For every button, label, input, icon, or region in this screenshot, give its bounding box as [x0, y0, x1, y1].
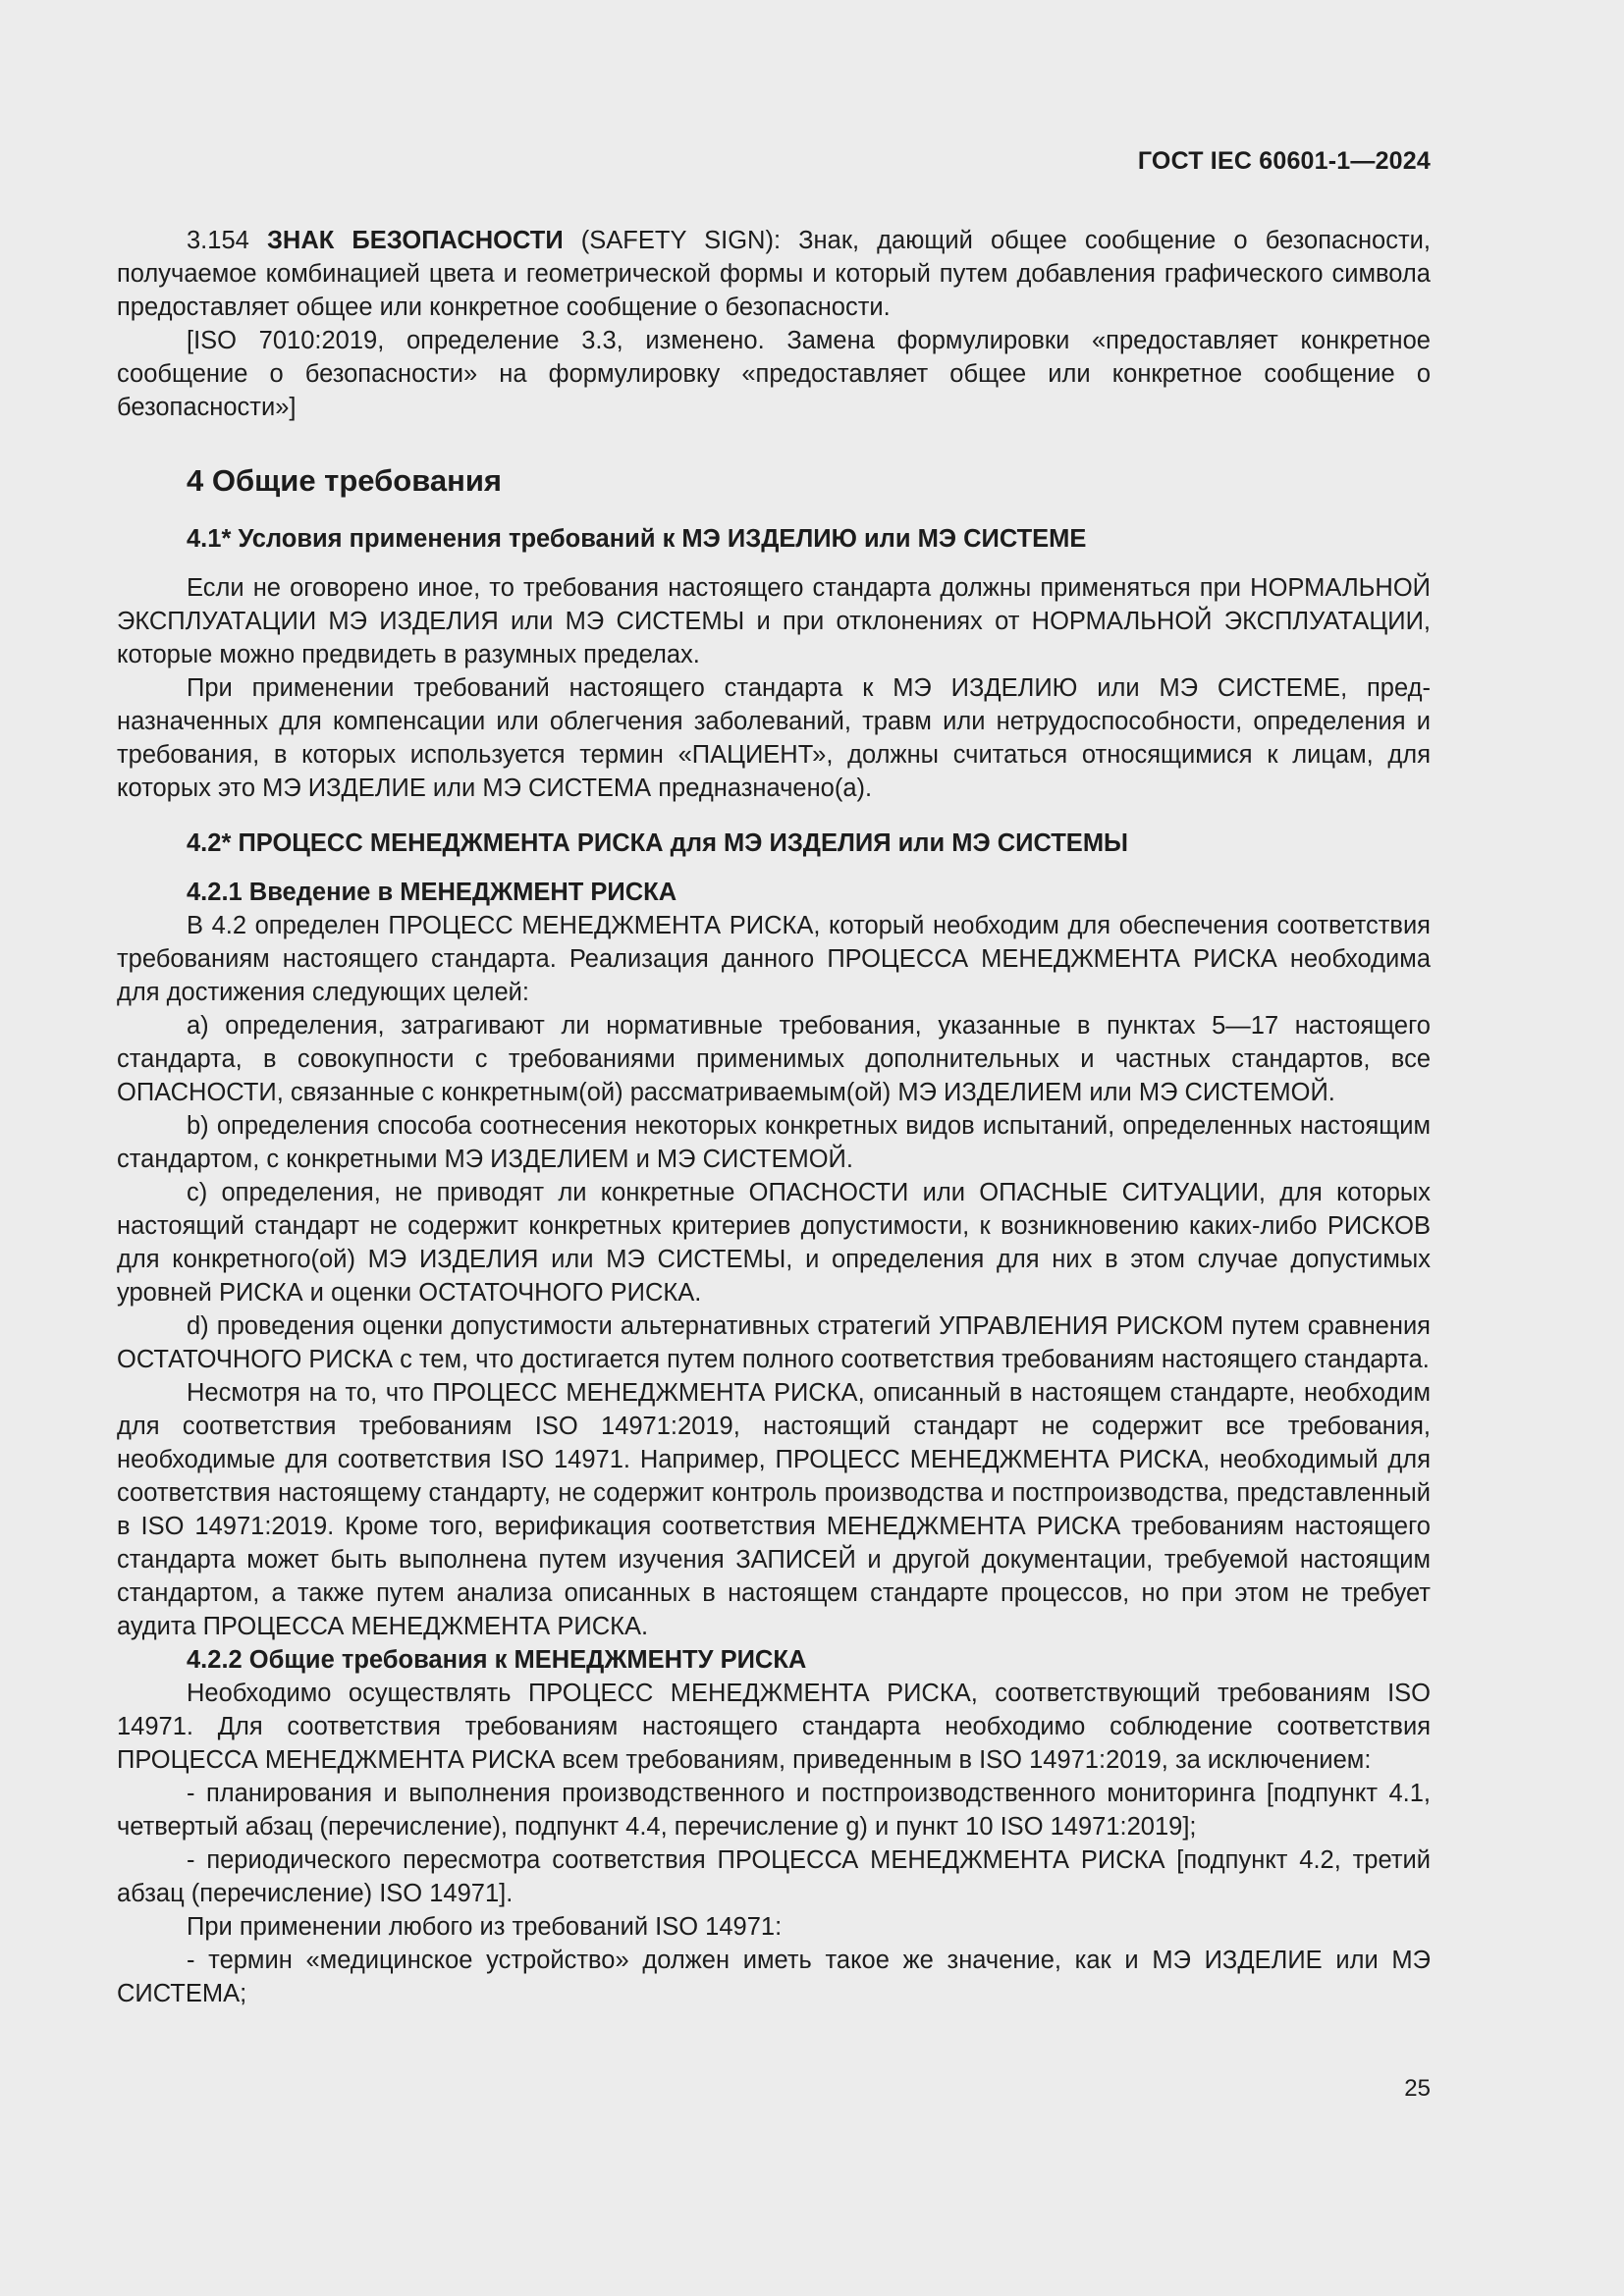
paragraph: Несмотря на то, что ПРОЦЕСС МЕНЕДЖМЕНТА РИСКА, описанный в настоящем стандарте, необходим для соответствия требованиям ISO 14971:2019, настоящий стандарт не содержит все требования, необходимые для соответствия ISO 14971. Например, ПРОЦЕСС МЕНЕДЖМЕНТА РИСКА, необходимый для соответствия настоящему стандарту, не содержит контроль производства и постпроизводства, представленный в ISO 14971:2019. Кроме того, верификация соответствия МЕНЕДЖМЕНТА РИСКА требованиям настоящего стандарта может быть выполнена путем изучения ЗАПИСЕЙ и другой документации, требуемой настоящим стандартом, а также путем анализа описанных в настоящем стандарте процессов, но при этом не требует аудита ПРОЦЕССА МЕНЕДЖМЕНТА РИСКА. — [117, 1379, 1431, 1640]
definition-text: (SAFETY SIGN): Знак, дающий общее сообщение о безопасности, получаемое комбинацией цвета и геометрической формы и который путем добавления графического символа предоставляет общее или конкретное сообщение о безопасности. — [117, 227, 1431, 321]
paragraph: При применении любого из требований ISO 14971: — [187, 1913, 783, 1941]
definition-term: ЗНАК БЕЗОПАСНОСТИ — [266, 227, 564, 254]
list-item: c) определения, не приводят ли конкретные ОПАСНОСТИ или ОПАСНЫЕ СИТУАЦИИ, для которых настоящий стандарт не содержит конкретных критериев допустимости, к возникновению каких-либо РИСКОВ для конкретного(ой) МЭ ИЗДЕЛИЯ или МЭ СИСТЕМЫ, и определения для них в этом случае допустимых уровней РИСКА и оценки ОСТАТОЧНОГО РИСКА. — [117, 1179, 1431, 1307]
definition-number: 3.154 — [187, 227, 267, 254]
definition-3-154 — [117, 224, 1431, 324]
section-4-2-1-heading: 4.2.1 Введение в МЕНЕДЖМЕНТ РИСКА — [187, 879, 677, 906]
definition-note: [ISO 7010:2019, определение 3.3, изменено. Замена формулировки «предоставляет конкретное сообщение о безопасности» на формулировку «предоставляет общее или конкретное сообщение о безопасности»] — [117, 327, 1431, 421]
list-item: b) определения способа соотнесения некоторых конкретных видов испытаний, определенных настоящим стандартом, с конкретными МЭ ИЗДЕЛИЕМ и МЭ СИСТЕМОЙ. — [117, 1112, 1431, 1173]
section-4-2-heading: 4.2* ПРОЦЕСС МЕНЕДЖМЕНТА РИСКА для МЭ ИЗДЕЛИЯ или МЭ СИСТЕМЫ — [187, 829, 1129, 857]
paragraph: Необходимо осуществлять ПРОЦЕСС МЕНЕДЖМЕНТА РИСКА, соответствующий требованиям ISO 14971. Для соответствия требованиям настоящего стандарта необходимо соблюдение соответствия ПРОЦЕССА МЕНЕДЖМЕНТА РИСКА всем требованиям, приведенным в ISO 14971:2019, за исключением: — [117, 1680, 1431, 1774]
document-code-header: ГОСТ IEC 60601-1—2024 — [1137, 147, 1431, 175]
section-4-1-heading: 4.1* Условия применения требований к МЭ ИЗДЕЛИЮ или МЭ СИСТЕМЕ — [187, 525, 1087, 553]
list-item: - термин «медицинское устройство» должен иметь такое же значение, как и МЭ ИЗДЕЛИЕ или МЭ СИСТЕМА; — [117, 1947, 1431, 2007]
paragraph: В 4.2 определен ПРОЦЕСС МЕНЕДЖМЕНТА РИСКА, который необходим для обеспечения соответствия требованиям настоящего стандарта. Реализация данного ПРОЦЕССА МЕНЕДЖМЕНТА РИСКА необходима для достижения следующих целей: — [117, 912, 1431, 1006]
list-item: - планирования и выполнения производственного и постпроизводственного мониторинга [подпункт 4.1, четвертый абзац (перечисление), подпункт 4.4, перечисление g) и пункт 10 ISO 14971:2019]; — [117, 1780, 1431, 1841]
paragraph: При применении требований настоящего стандарта к МЭ ИЗДЕЛИЮ или МЭ СИСТЕМЕ, предназначенных для компенсации или облегчения заболеваний, травм или нетрудоспособности, определения и требования, в которых используется термин «ПАЦИЕНТ», должны считаться относящимися к лицам, для которых это МЭ ИЗДЕЛИЕ или МЭ СИСТЕМА предназначено(а). — [117, 674, 1431, 802]
document-body — [117, 224, 1431, 2010]
paragraph: Если не оговорено иное, то требования настоящего стандарта должны применяться при НОРМАЛЬНОЙ ЭКСПЛУАТАЦИИ МЭ ИЗДЕЛИЯ или МЭ СИСТЕМЫ и при отклонениях от НОРМАЛЬНОЙ ЭКСПЛУАТАЦИИ, которые можно предвидеть в разумных пределах. — [117, 574, 1431, 668]
list-item: a) определения, затрагивают ли нормативные требования, указанные в пунктах 5—17 настоящего стандарта, в совокупности с требованиями применимых дополнительных и частных стандартов, все ОПАСНОСТИ, связанные с конкретным(ой) рассматриваемым(ой) МЭ ИЗДЕЛИЕМ или МЭ СИСТЕМОЙ. — [117, 1012, 1431, 1106]
list-item: - периодического пересмотра соответствия ПРОЦЕССА МЕНЕДЖМЕНТА РИСКА [подпункт 4.2, третий абзац (перечисление) ISO 14971]. — [117, 1846, 1431, 1907]
section-4-2-2-heading: 4.2.2 Общие требования к МЕНЕДЖМЕНТУ РИСКА — [187, 1646, 807, 1674]
list-item: d) проведения оценки допустимости альтернативных стратегий УПРАВЛЕНИЯ РИСКОМ путем сравнения ОСТАТОЧНОГО РИСКА с тем, что достигается путем полного соответствия требованиям настоящего стандарта. — [117, 1312, 1431, 1373]
page-number: 25 — [1404, 2075, 1431, 2102]
section-4-heading: 4 Общие требования — [187, 463, 502, 498]
